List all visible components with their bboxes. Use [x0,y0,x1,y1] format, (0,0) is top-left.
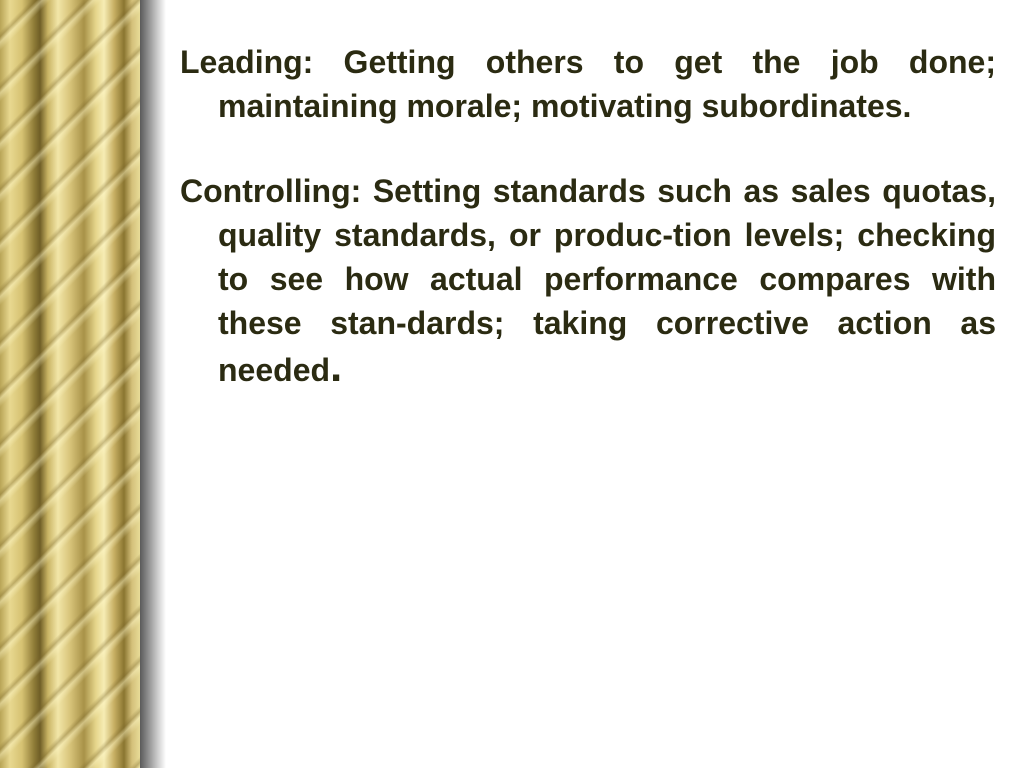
paragraph-controlling-end-mark: . [330,342,343,391]
paragraph-controlling-text: Controlling: Setting standards such as sales quotas, quality standards, or produc-tion levels; checking to see how actual performance compares with these stan-dards; taking corrective action as needed [180,173,996,388]
slide-body [180,40,996,392]
paragraph-controlling [180,169,996,392]
paragraph-leading-text: Leading: Getting others to get the job done; maintaining morale; motivating subordinates. [180,44,996,124]
decorative-gold-pillar [0,0,140,768]
pillar-shadow [140,0,166,768]
paragraph-leading [180,40,996,128]
